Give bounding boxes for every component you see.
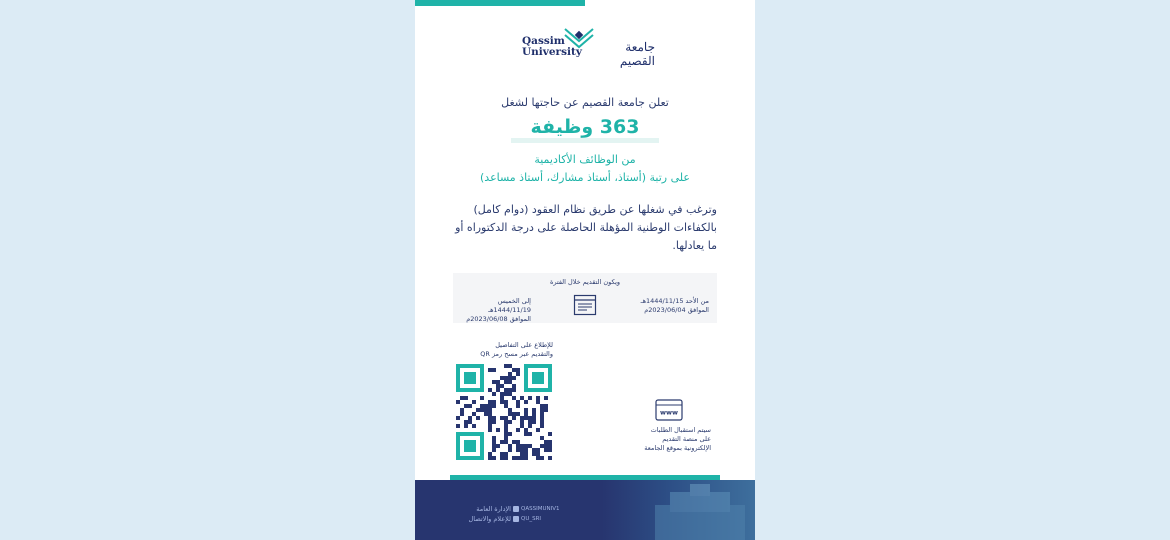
university-logo [520, 26, 655, 68]
logo-english-name: Qassim University [522, 35, 582, 58]
description-text: وترغب في شغلها عن طريق نظام العقود (دوام كامل) بالكفاءات الوطنية المؤهلة الحاصلة على درجة الدكتوراه أو ما يعادلها. [455, 203, 717, 252]
period-title: ويكون التقديم خلال الفترة [549, 278, 621, 286]
job-announcement-poster [415, 0, 755, 540]
calendar-icon [573, 293, 597, 317]
count-highlight [511, 138, 659, 143]
top-accent-bar [415, 0, 585, 6]
application-period-box [453, 273, 717, 323]
social-handle-main[interactable]: QASSIMUNIV1 [521, 506, 560, 512]
logo-emblem-icon [562, 26, 596, 50]
svg-text:www: www [659, 408, 679, 417]
period-end: إلى الخميس 1444/11/19هـ الموافق 2023/06/08م [466, 297, 531, 323]
qr-caption: للإطلاع على التفاصيل والتقديم عبر مسح رمز QR [480, 341, 553, 358]
online-application-text: سيتم استقبال الطلبات على منصة التقديم الإلكترونية بموقع الجامعة [644, 426, 711, 452]
jobs-count-heading: 363 وظيفة [530, 116, 640, 138]
academic-jobs-text: من الوظائف الأكاديمية [534, 153, 636, 166]
intro-text: تعلن جامعة القصيم عن حاجتها لشغل [501, 96, 669, 109]
period-start: من الأحد 1444/11/15هـ الموافق 2023/06/04م [640, 297, 709, 314]
footer-department: الإدارة العامة للإعلام والاتصال [468, 505, 511, 523]
social-handle-secondary[interactable]: QU_SRI [521, 516, 542, 522]
rank-text: على رتبة (أستاذ، أستاذ مشارك، أستاذ مساعد) [480, 171, 690, 184]
www-icon [655, 399, 683, 421]
social-icon [513, 516, 519, 522]
qr-code[interactable] [456, 364, 552, 460]
building-image [645, 480, 755, 540]
logo-arabic-name: جامعة القصيم [619, 40, 655, 68]
footer-social-handles [513, 504, 559, 524]
twitter-icon [513, 506, 519, 512]
footer [415, 480, 755, 540]
